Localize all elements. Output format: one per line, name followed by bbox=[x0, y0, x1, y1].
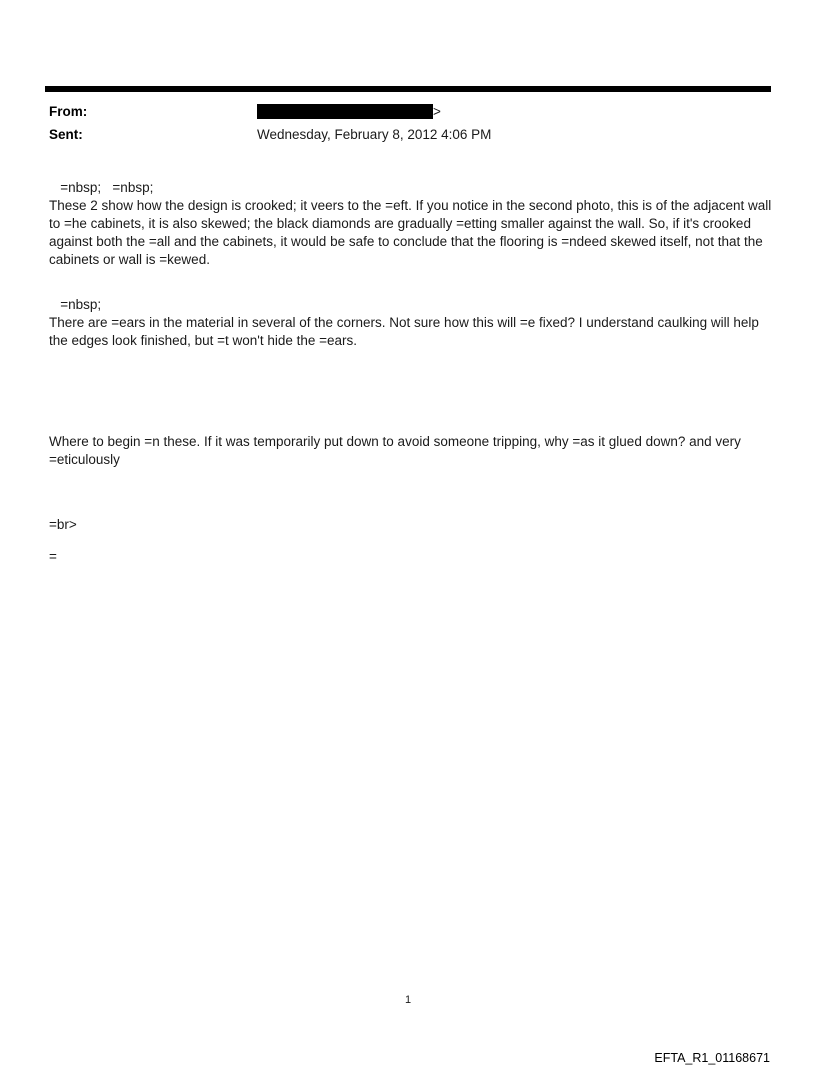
header-divider-rule bbox=[45, 86, 771, 92]
page-number: 1 bbox=[404, 994, 412, 1006]
body-paragraph-1: These 2 show how the design is crooked; it veers to the =eft. If you notice in the second photo, this is of the adjacent wall to =he cabinets, it is also skewed; the black diamonds are gradually =etting smaller against the wall. So, if it's crooked against both the =all and the cabinets, it would be safe to conclude that the flooring is =ndeed skewed itself, not that the cabinets or wall is =kewed. bbox=[49, 198, 776, 267]
encoding-artifact-br: =br> bbox=[49, 517, 77, 532]
from-row bbox=[49, 103, 770, 121]
from-value bbox=[257, 103, 441, 121]
sent-row bbox=[49, 126, 770, 144]
body-paragraph-2: There are =ears in the material in several of the corners. Not sure how this will =e fixed? I understand caulking will help the edges look finished, but =t won't hide the =ears. bbox=[49, 315, 763, 348]
nbsp-artifact-line-2: =nbsp; bbox=[49, 297, 102, 312]
redaction-bar bbox=[257, 104, 433, 119]
body-paragraph-3: Where to begin =n these. If it was temporarily put down to avoid someone tripping, why =as it glued down? and very =eticulously bbox=[49, 434, 745, 467]
encoding-artifact-equals: = bbox=[49, 549, 57, 564]
email-header bbox=[49, 103, 770, 149]
sent-label: Sent: bbox=[49, 127, 83, 142]
from-suffix: > bbox=[433, 104, 441, 119]
sent-value: Wednesday, February 8, 2012 4:06 PM bbox=[257, 127, 492, 142]
email-body bbox=[49, 179, 776, 566]
from-label: From: bbox=[49, 104, 88, 119]
bates-number: EFTA_R1_01168671 bbox=[654, 1051, 770, 1065]
nbsp-artifact-line-1: =nbsp; =nbsp; bbox=[49, 180, 154, 195]
